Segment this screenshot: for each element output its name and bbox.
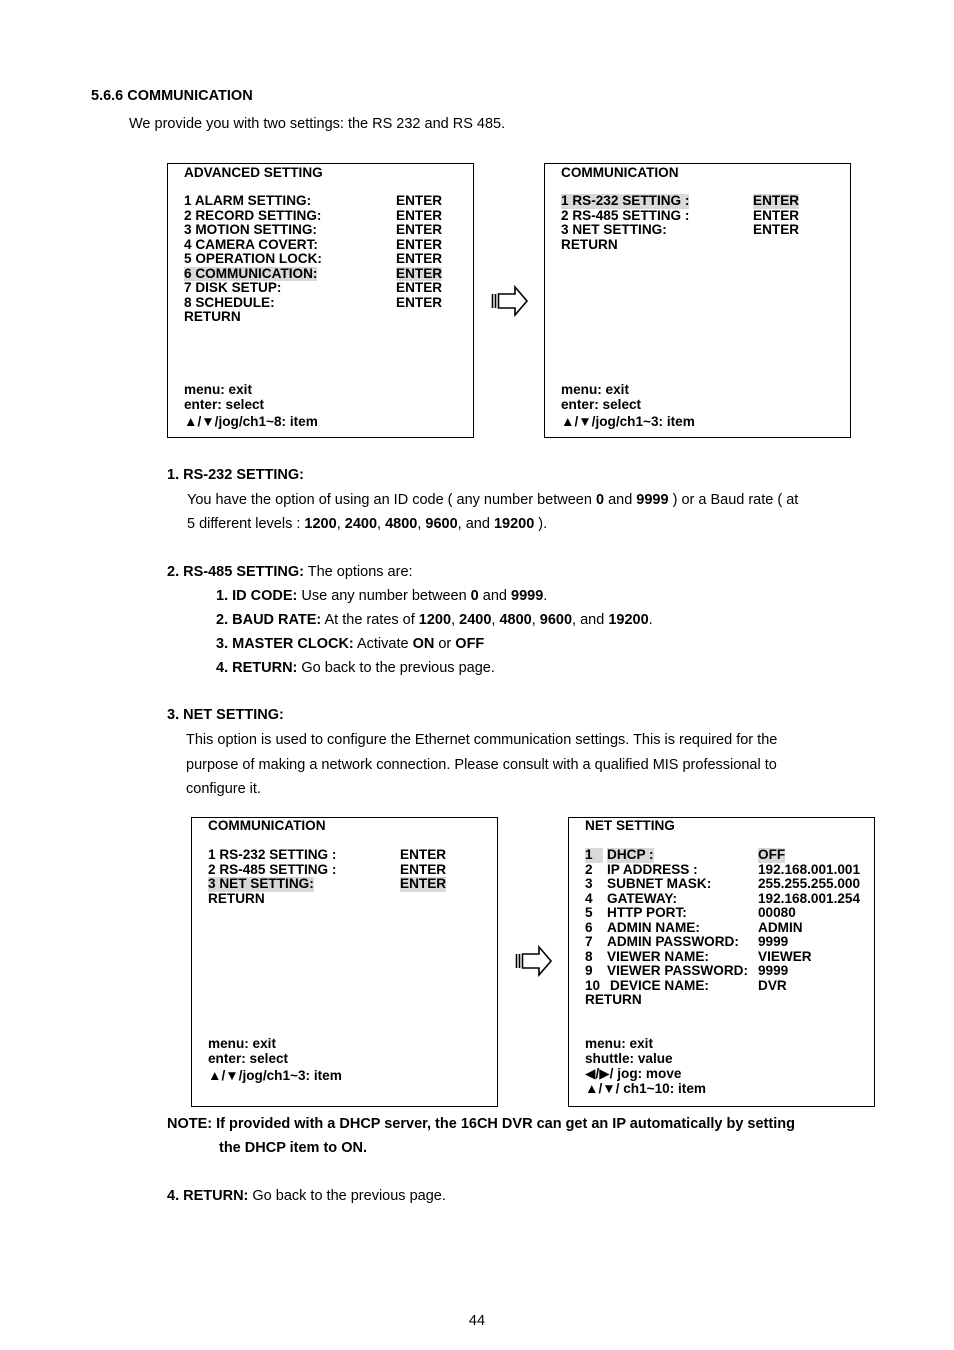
menu-items	[184, 194, 464, 325]
menu-item[interactable]: 2 IP ADDRESS : 192.168.001.001	[585, 861, 861, 877]
menu-item[interactable]: 4 CAMERA COVERT: ENTER	[184, 236, 443, 252]
rs485-option-id-code: 1. ID CODE: Use any number between 0 and 9999.	[216, 588, 548, 604]
menu-items	[561, 194, 841, 252]
menu-item[interactable]: 3 MOTION SETTING: ENTER	[184, 222, 443, 237]
note: NOTE: If provided with a DHCP server, the 16CH DVR can get an IP automatically by setting the DHCP item to ON.	[167, 1116, 795, 1156]
menu-item[interactable]: 6 ADMIN NAME: ADMIN	[585, 919, 803, 935]
rs232-description	[187, 488, 887, 536]
rs485-option-baud-rate: 2. BAUD RATE: At the rates of 1200, 2400, 4800, 9600, and 19200.	[216, 612, 653, 628]
menu-item[interactable]: 5 HTTP PORT: 00080	[585, 905, 796, 920]
menu-item[interactable]: 7 DISK SETUP: ENTER	[184, 280, 443, 295]
rs232-heading: 1. RS-232 SETTING:	[167, 467, 304, 483]
menu-item[interactable]: 8 VIEWER NAME: VIEWER	[585, 948, 812, 964]
menu-item-selected[interactable]: 6 COMMUNICATION: ENTER	[184, 265, 443, 281]
menu-item-selected[interactable]: 1 DHCP : OFF	[585, 847, 786, 862]
menu-item-selected[interactable]: 3 NET SETTING: ENTER	[208, 876, 447, 891]
return-section: 4. RETURN: Go back to the previous page.	[167, 1188, 446, 1204]
menu-footer: menu: exit enter: select ▲/▼/jog/ch1~8: item	[184, 382, 318, 429]
menu-item[interactable]: 8 SCHEDULE: ENTER	[184, 294, 443, 310]
menu-footer: menu: exit shuttle: value ◀/▶/ jog: move ▲/▼/ ch1~10: item	[585, 1036, 706, 1096]
communication-menu-net-selected	[191, 817, 498, 1107]
menu-item[interactable]: 1 ALARM SETTING: ENTER	[184, 193, 443, 208]
right-arrow-icon	[491, 285, 529, 317]
rs485-option-return: 4. RETURN: Go back to the previous page.	[216, 660, 495, 676]
menu-items	[585, 848, 873, 1008]
rs485-options	[216, 584, 816, 680]
communication-menu	[544, 163, 851, 438]
menu-items	[208, 848, 488, 906]
menu-item[interactable]: 1 RS-232 SETTING : ENTER	[208, 847, 447, 862]
net-setting-menu	[568, 817, 875, 1107]
right-arrow-icon	[515, 945, 553, 977]
menu-item[interactable]: 2 RS-485 SETTING : ENTER	[208, 861, 447, 877]
menu-item[interactable]: 9 VIEWER PASSWORD: 9999	[585, 963, 789, 978]
menu-footer: menu: exit enter: select ▲/▼/jog/ch1~3: item	[208, 1036, 342, 1083]
rs485-option-master-clock: 3. MASTER CLOCK: Activate ON or OFF	[216, 636, 485, 652]
menu-footer: menu: exit enter: select ▲/▼/jog/ch1~3: item	[561, 382, 695, 429]
menu-item-selected[interactable]: 1 RS-232 SETTING : ENTER	[561, 193, 800, 208]
menu-item[interactable]: 2 RECORD SETTING: ENTER	[184, 207, 443, 223]
page-number: 44	[468, 1313, 486, 1329]
menu-item[interactable]: 3 NET SETTING: ENTER	[561, 222, 800, 237]
menu-title: COMMUNICATION	[208, 818, 326, 833]
section-title: 5.6.6 COMMUNICATION	[91, 88, 253, 104]
menu-item[interactable]: 5 OPERATION LOCK: ENTER	[184, 251, 443, 266]
menu-return[interactable]: RETURN	[561, 236, 618, 252]
menu-item[interactable]: 3 SUBNET MASK: 255.255.255.000	[585, 876, 861, 891]
menu-return[interactable]: RETURN	[208, 890, 265, 906]
net-description: This option is used to configure the Ethernet communication settings. This is required for the purpose of making a network connection. Please consult with a qualified MIS professional to configure it.	[186, 732, 778, 797]
menu-item[interactable]: 7 ADMIN PASSWORD: 9999	[585, 934, 789, 949]
menu-item[interactable]: 4 GATEWAY: 192.168.001.254	[585, 890, 861, 906]
advanced-setting-menu	[167, 163, 474, 438]
net-heading: 3. NET SETTING:	[167, 707, 284, 723]
menu-item[interactable]: 10 DEVICE NAME: DVR	[585, 977, 787, 993]
menu-title: ADVANCED SETTING	[184, 165, 323, 180]
intro-text: We provide you with two settings: the RS 232 and RS 485.	[129, 116, 506, 132]
menu-item[interactable]: 2 RS-485 SETTING : ENTER	[561, 207, 800, 223]
menu-title: NET SETTING	[585, 818, 675, 833]
rs232-line-2: 5 different levels : 1200, 2400, 4800, 9600, and 19200 ).	[187, 516, 548, 532]
menu-title: COMMUNICATION	[561, 165, 679, 180]
menu-return[interactable]: RETURN	[585, 992, 642, 1007]
rs232-line-1: You have the option of using an ID code ( any number between 0 and 9999 ) or a Baud rate ( at	[187, 492, 799, 508]
rs485-heading: 2. RS-485 SETTING: The options are:	[167, 564, 413, 580]
menu-return[interactable]: RETURN	[184, 309, 241, 324]
